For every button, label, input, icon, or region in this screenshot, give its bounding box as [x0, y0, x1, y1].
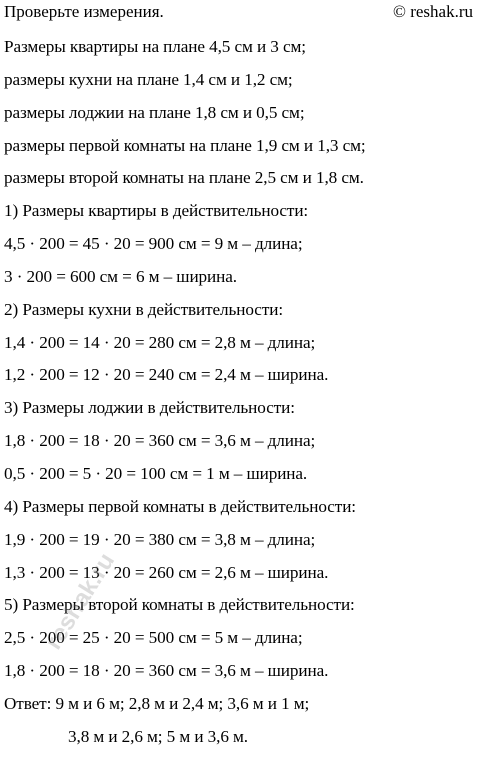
text-line: Размеры квартиры на плане 4,5 см и 3 см;: [4, 37, 306, 56]
solution-text: [0, 31, 479, 754]
step-heading: 1) Размеры квартиры в действительности:: [4, 201, 309, 221]
calculation-line: 1,2 · 200 = 12 · 20 = 240 см = 2,4 м – ширина.: [4, 365, 329, 385]
task-title: Проверьте измерения.: [4, 2, 164, 21]
calculation-line: 1,3 · 200 = 13 · 20 = 260 см = 2,6 м – ширина.: [4, 562, 329, 582]
step-heading: 3) Размеры лоджии в действительности:: [4, 398, 295, 418]
calculation-line: 1,9 · 200 = 19 · 20 = 380 см = 3,8 м – длина;: [4, 529, 316, 549]
text-line: размеры первой комнаты на плане 1,9 см и 1,3 см;: [4, 135, 366, 155]
text-line: размеры второй комнаты на плане 2,5 см и 1,8 см.: [4, 168, 364, 188]
step-heading: 2) Размеры кухни в действительности:: [4, 299, 284, 319]
text-line: размеры кухни на плане 1,4 см и 1,2 см;: [4, 69, 293, 89]
calculation-line: 4,5 · 200 = 45 · 20 = 900 см = 9 м – длина;: [4, 234, 303, 254]
site-brand: © reshak.ru: [393, 2, 473, 21]
step-heading: 5) Размеры второй комнаты в действительности:: [4, 595, 355, 615]
calculation-line: 0,5 · 200 = 5 · 20 = 100 см = 1 м – ширина.: [4, 463, 308, 483]
step-heading: 4) Размеры первой комнаты в действительности:: [4, 496, 356, 516]
header: [0, 0, 479, 28]
calculation-line: 1,4 · 200 = 14 · 20 = 280 см = 2,8 м – длина;: [4, 332, 316, 352]
calculation-line: 2,5 · 200 = 25 · 20 = 500 см = 5 м – длина;: [4, 628, 303, 648]
calculation-line: 1,8 · 200 = 18 · 20 = 360 см = 3,6 м – ширина.: [4, 661, 329, 681]
text-line: размеры лоджии на плане 1,8 см и 0,5 см;: [4, 102, 305, 122]
calculation-line: 3 · 200 = 600 см = 6 м – ширина.: [4, 266, 237, 286]
answer-line: Ответ: 9 м и 6 м; 2,8 м и 2,4 м; 3,6 м и 1 м;: [4, 693, 310, 713]
answer-line-continued: 3,8 м и 2,6 м; 5 м и 3,6 м.: [68, 726, 248, 746]
watermark: reshak.ru: [40, 548, 121, 655]
calculation-line: 1,8 · 200 = 18 · 20 = 360 см = 3,6 м – длина;: [4, 431, 316, 451]
